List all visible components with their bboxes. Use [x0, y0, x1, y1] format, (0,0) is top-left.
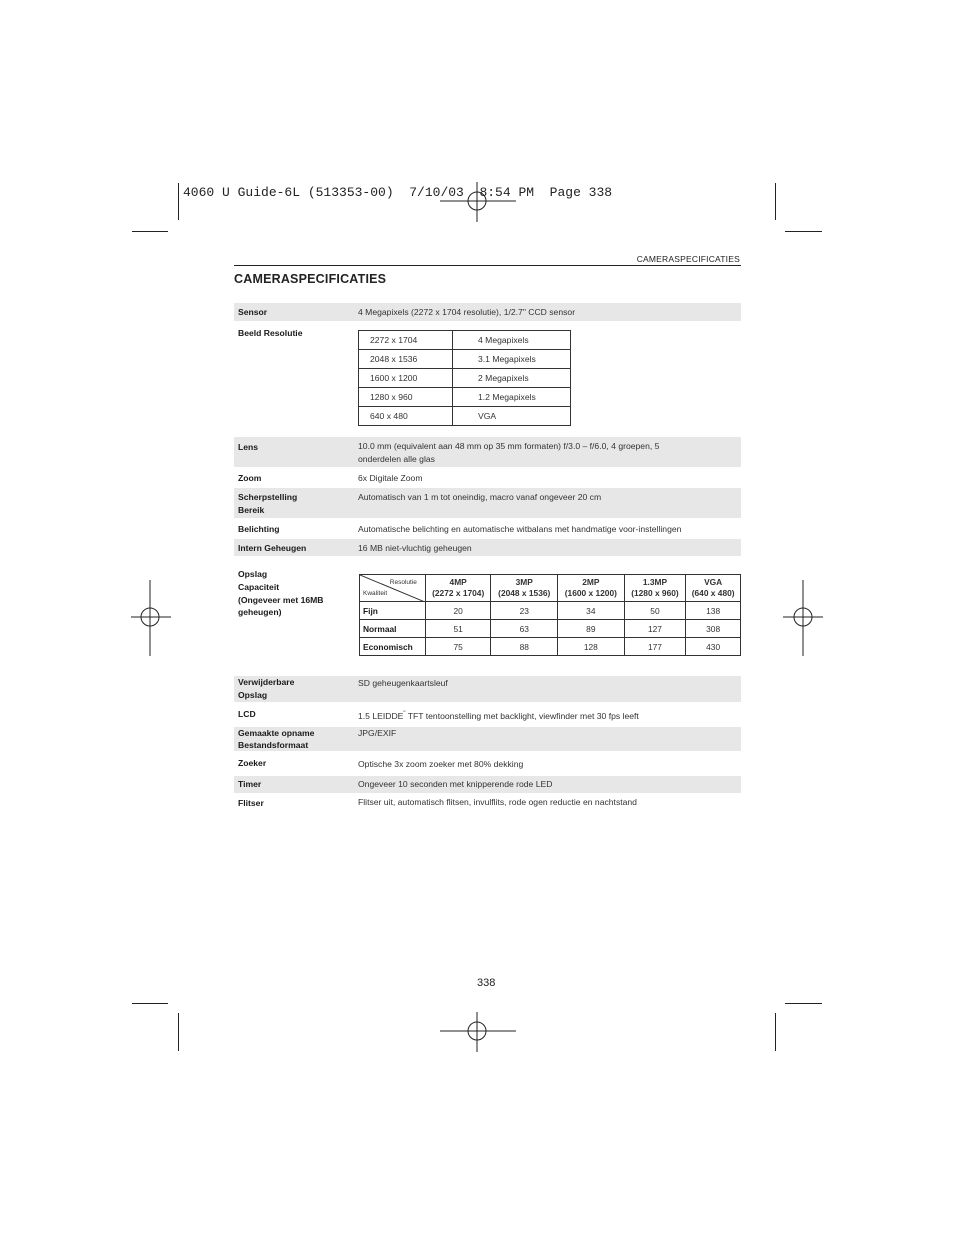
table-row [360, 638, 741, 656]
corner-header [360, 575, 426, 602]
spec-value: Automatische belichting en automatische witbalans met handmatige voor-instellingen [358, 524, 682, 534]
spec-value: 4 Megapixels (2272 x 1704 resolutie), 1/2.7" CCD sensor [358, 307, 576, 317]
resolution-size: 2048 x 1536 [359, 350, 453, 369]
spec-value: 6x Digitale Zoom [358, 473, 423, 483]
spec-row-resolution [234, 322, 741, 432]
resolution-table [358, 330, 571, 426]
capacity-cell: 308 [686, 620, 741, 638]
spec-row-removable [234, 676, 741, 702]
spec-row-exposure [234, 519, 741, 538]
spec-row-timer [234, 776, 741, 793]
table-row [360, 602, 741, 620]
column-res: (640 x 480) [691, 588, 735, 598]
spec-value: JPG/EXIF [358, 728, 397, 738]
spec-label-line3: (Ongeveer met 16MB [238, 595, 324, 605]
spec-label-line1: Opslag [238, 569, 268, 579]
capacity-cell: 89 [558, 620, 625, 638]
spec-row-focus [234, 488, 741, 518]
spec-label: Timer [238, 779, 262, 789]
spec-label-line2: Bereik [238, 505, 265, 515]
spec-row-lens [234, 437, 741, 467]
column-res: (1600 x 1200) [564, 588, 617, 598]
print-slug: 4060 U Guide-6L (513353-00) 7/10/03 8:54 PM Page 338 [183, 185, 613, 200]
capacity-cell: 127 [624, 620, 686, 638]
table-row [359, 369, 571, 388]
spec-value: Flitser uit, automatisch flitsen, invulflits, rode ogen reductie en nachtstand [358, 797, 637, 807]
spec-label-line1: Scherpstelling [238, 492, 298, 502]
spec-label-line2: Bestandsformaat [238, 740, 309, 750]
lcd-value-post: TFT tentoonstelling met backlight, viewfinder met 30 fps leeft [405, 710, 639, 721]
spec-row-sensor [234, 303, 741, 321]
resolution-megapixels: 3.1 Megapixels [453, 350, 571, 369]
page-number: 338 [477, 977, 496, 989]
spec-label-line2: Opslag [238, 690, 268, 700]
spec-value: Ongeveer 10 seconden met knipperende rode LED [358, 779, 553, 789]
spec-label-line1: Gemaakte opname [238, 728, 315, 738]
spec-row-viewfinder [234, 755, 741, 775]
capacity-cell: 34 [558, 602, 625, 620]
table-row [359, 350, 571, 369]
spec-value-line2: onderdelen alle glas [358, 454, 435, 464]
column-header [425, 575, 491, 602]
spec-row-fileformat [234, 727, 741, 751]
quality-label: Economisch [360, 638, 426, 656]
running-head: CAMERASPECIFICATIES [636, 254, 740, 264]
capacity-table [359, 574, 741, 656]
column-mp: 2MP [582, 577, 600, 587]
resolution-size: 1600 x 1200 [359, 369, 453, 388]
lcd-value-pre: 1.5 LEIDDE [358, 710, 404, 721]
spec-value: Automatisch van 1 m tot oneindig, macro vanaf ongeveer 20 cm [358, 492, 602, 502]
corner-label-resolution: Resolutie [389, 579, 417, 586]
page-title: CAMERASPECIFICATIES [234, 272, 387, 286]
capacity-cell: 75 [425, 638, 491, 656]
column-mp: 3MP [515, 577, 533, 587]
spec-label: Zoom [238, 473, 262, 483]
capacity-cell: 88 [491, 638, 558, 656]
resolution-megapixels: 4 Megapixels [453, 331, 571, 350]
spec-label: LCD [238, 709, 256, 719]
column-mp: VGA [704, 577, 723, 587]
column-header [491, 575, 558, 602]
capacity-cell: 51 [425, 620, 491, 638]
resolution-megapixels: VGA [453, 407, 571, 426]
capacity-cell: 138 [686, 602, 741, 620]
capacity-cell: 177 [624, 638, 686, 656]
capacity-cell: 50 [624, 602, 686, 620]
spec-value: 16 MB niet-vluchtig geheugen [358, 543, 472, 553]
spec-row-memory [234, 539, 741, 556]
resolution-size: 640 x 480 [359, 407, 453, 426]
spec-label-line2: Capaciteit [238, 582, 280, 592]
spec-label-line1: Verwijderbare [238, 677, 295, 687]
column-header [558, 575, 625, 602]
capacity-cell: 430 [686, 638, 741, 656]
capacity-cell: 20 [425, 602, 491, 620]
registration-mark-left-icon [131, 580, 171, 656]
table-row [359, 331, 571, 350]
table-row [359, 407, 571, 426]
capacity-cell: 128 [558, 638, 625, 656]
capacity-cell: 63 [491, 620, 558, 638]
spec-label: Intern Geheugen [238, 543, 307, 553]
spec-label: Flitser [238, 798, 264, 808]
column-header [686, 575, 741, 602]
table-header-row [360, 575, 741, 602]
spec-value-line1: 10.0 mm (equivalent aan 48 mm op 35 mm formaten) f/3.0 – f/6.0, 4 groepen, 5 [358, 441, 660, 451]
spec-label: Sensor [238, 307, 268, 317]
corner-label-quality: Kwaliteit [363, 590, 388, 597]
spec-row-zoom [234, 468, 741, 487]
spec-row-flash [234, 794, 741, 812]
column-mp: 1.3MP [642, 577, 668, 587]
spec-row-lcd [234, 704, 741, 726]
column-res: (1280 x 960) [631, 588, 679, 598]
resolution-megapixels: 2 Megapixels [453, 369, 571, 388]
registration-mark-bottom-icon [440, 1012, 516, 1052]
spec-value: Optische 3x zoom zoeker met 80% dekking [358, 759, 524, 769]
spec-label: Zoeker [238, 758, 267, 768]
spec-row-storage [234, 565, 741, 670]
spec-value: SD geheugenkaartsleuf [358, 678, 448, 688]
table-row [360, 620, 741, 638]
column-header [624, 575, 686, 602]
column-res: (2272 x 1704) [432, 588, 485, 598]
column-res: (2048 x 1536) [498, 588, 551, 598]
registration-mark-right-icon [783, 580, 823, 656]
column-mp: 4MP [449, 577, 467, 587]
capacity-cell: 23 [491, 602, 558, 620]
spec-label-line4: geheugen) [238, 607, 282, 617]
resolution-megapixels: 1.2 Megapixels [453, 388, 571, 407]
quality-label: Fijn [360, 602, 426, 620]
spec-value [358, 708, 728, 722]
quality-label: Normaal [360, 620, 426, 638]
resolution-size: 1280 x 960 [359, 388, 453, 407]
lcd-value-sup: " [403, 711, 406, 717]
header-rule [234, 265, 741, 266]
spec-label: Lens [238, 442, 259, 452]
spec-label: Belichting [238, 524, 280, 534]
table-row [359, 388, 571, 407]
resolution-size: 2272 x 1704 [359, 331, 453, 350]
spec-label: Beeld Resolutie [238, 328, 303, 338]
